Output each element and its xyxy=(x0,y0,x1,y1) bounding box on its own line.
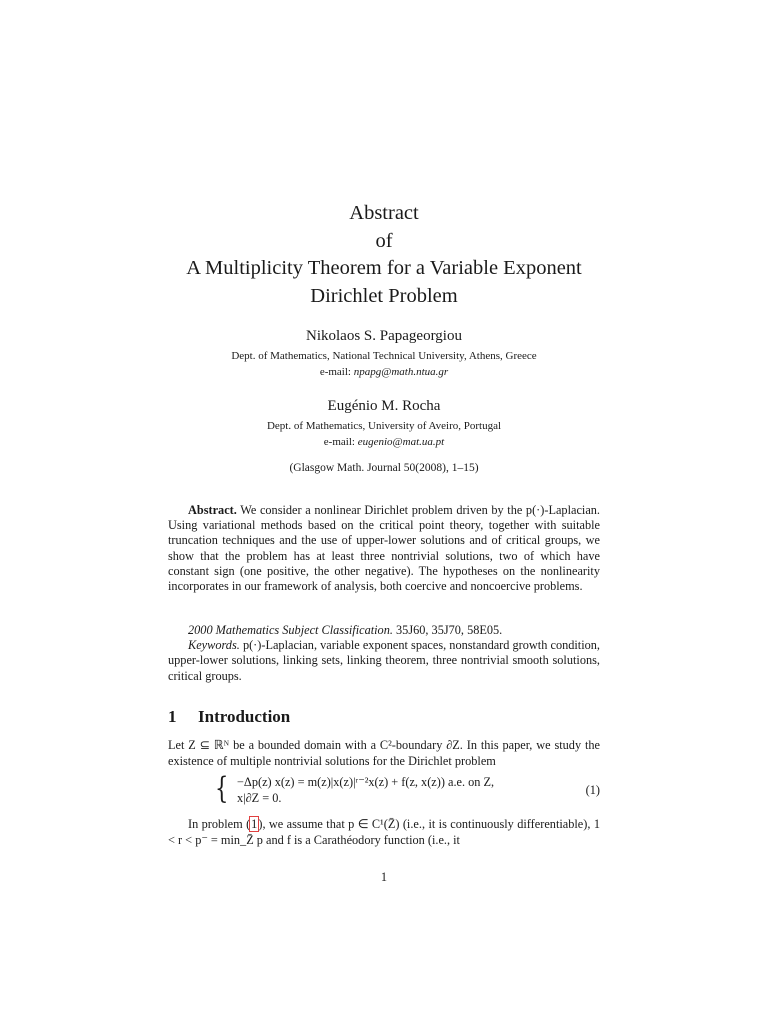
section-title: Introduction xyxy=(198,707,291,726)
section-number: 1 xyxy=(168,707,177,726)
title-line-of: of xyxy=(375,229,393,252)
author-email[interactable]: eugenio@mat.ua.pt xyxy=(357,436,445,448)
keywords-line xyxy=(168,638,600,684)
left-brace: { xyxy=(215,771,229,806)
classification-block xyxy=(168,623,600,684)
abstract-label: Abstract. xyxy=(188,503,237,517)
abstract-text: We consider a nonlinear Dirichlet problem driven by the p(·)-Laplacian. Using variational methods based on the critical point theory, together with suitable truncation techniques and the use of upper-lower solutions and of critical groups, we show that the problem has at least three nontrivial solutions, two of which have constant sign (one positive, the other negative). The hypotheses on the nonlinearity incorporates in our framework of analysis, both coercive and noncoercive problems. xyxy=(168,503,600,594)
journal-reference: (Glasgow Math. Journal 50(2008), 1–15) xyxy=(289,462,479,474)
equation-reference-number[interactable]: 1 xyxy=(251,817,258,831)
intro-paragraph-2 xyxy=(168,817,600,848)
author-email[interactable]: npapg@math.ntua.gr xyxy=(353,366,449,378)
intro-p2-rest: , we assume that p ∈ C¹(Z̄) (i.e., it is continuously differentiable), 1 < r < p⁻ = min_Z̄ p and f is a Carathéodory function (i.e., it xyxy=(168,817,600,847)
equation-number: (1) xyxy=(585,783,600,797)
author-name: Eugénio M. Rocha xyxy=(327,398,441,414)
abstract-paragraph xyxy=(168,503,600,594)
author-name: Nikolaos S. Papageorgiou xyxy=(306,328,462,344)
title-line-sub: Dirichlet Problem xyxy=(310,284,458,307)
equation-1 xyxy=(215,771,600,807)
msc-label: 2000 Mathematics Subject Classification. xyxy=(188,623,393,637)
msc-line xyxy=(168,623,600,638)
keywords-label: Keywords. xyxy=(188,638,240,653)
page-number: 1 xyxy=(380,870,388,884)
title-line-main: A Multiplicity Theorem for a Variable Exponent xyxy=(186,257,582,279)
author-affiliation: Dept. of Mathematics, University of Aveiro, Portugal xyxy=(266,420,502,432)
author-email-line xyxy=(0,434,768,450)
title-line-abstract: Abstract xyxy=(349,202,419,224)
author-affiliation: Dept. of Mathematics, National Technical University, Athens, Greece xyxy=(231,350,537,362)
intro-paragraph-1: Let Z ⊆ ℝᴺ be a bounded domain with a C²-boundary ∂Z. In this paper, we study the existence of multiple nontrivial solutions for the Dirichlet problem xyxy=(168,738,600,768)
email-label: e-mail: xyxy=(323,436,355,448)
keywords-text: p(·)-Laplacian, variable exponent spaces, nonstandard growth condition, upper-lower solutions, linking sets, linking theorem, three nontrivial smooth solutions, critical groups. xyxy=(168,638,601,683)
msc-codes: 35J60, 35J70, 58E05. xyxy=(396,623,503,637)
section-heading xyxy=(168,706,290,728)
equation-reference-link[interactable] xyxy=(246,817,262,831)
equation-line-1: −Δp(z) x(z) = m(z)|x(z)|ʳ⁻²x(z) + f(z, x(z)) a.e. on Z, xyxy=(237,775,495,789)
author-email-line xyxy=(0,364,768,380)
email-label: e-mail: xyxy=(319,366,351,378)
intro-p2-start: In problem xyxy=(188,817,243,831)
author-block-2 xyxy=(0,396,768,450)
paper-title xyxy=(0,200,768,310)
equation-line-2: x|∂Z = 0. xyxy=(237,791,282,805)
author-block-1 xyxy=(0,326,768,380)
